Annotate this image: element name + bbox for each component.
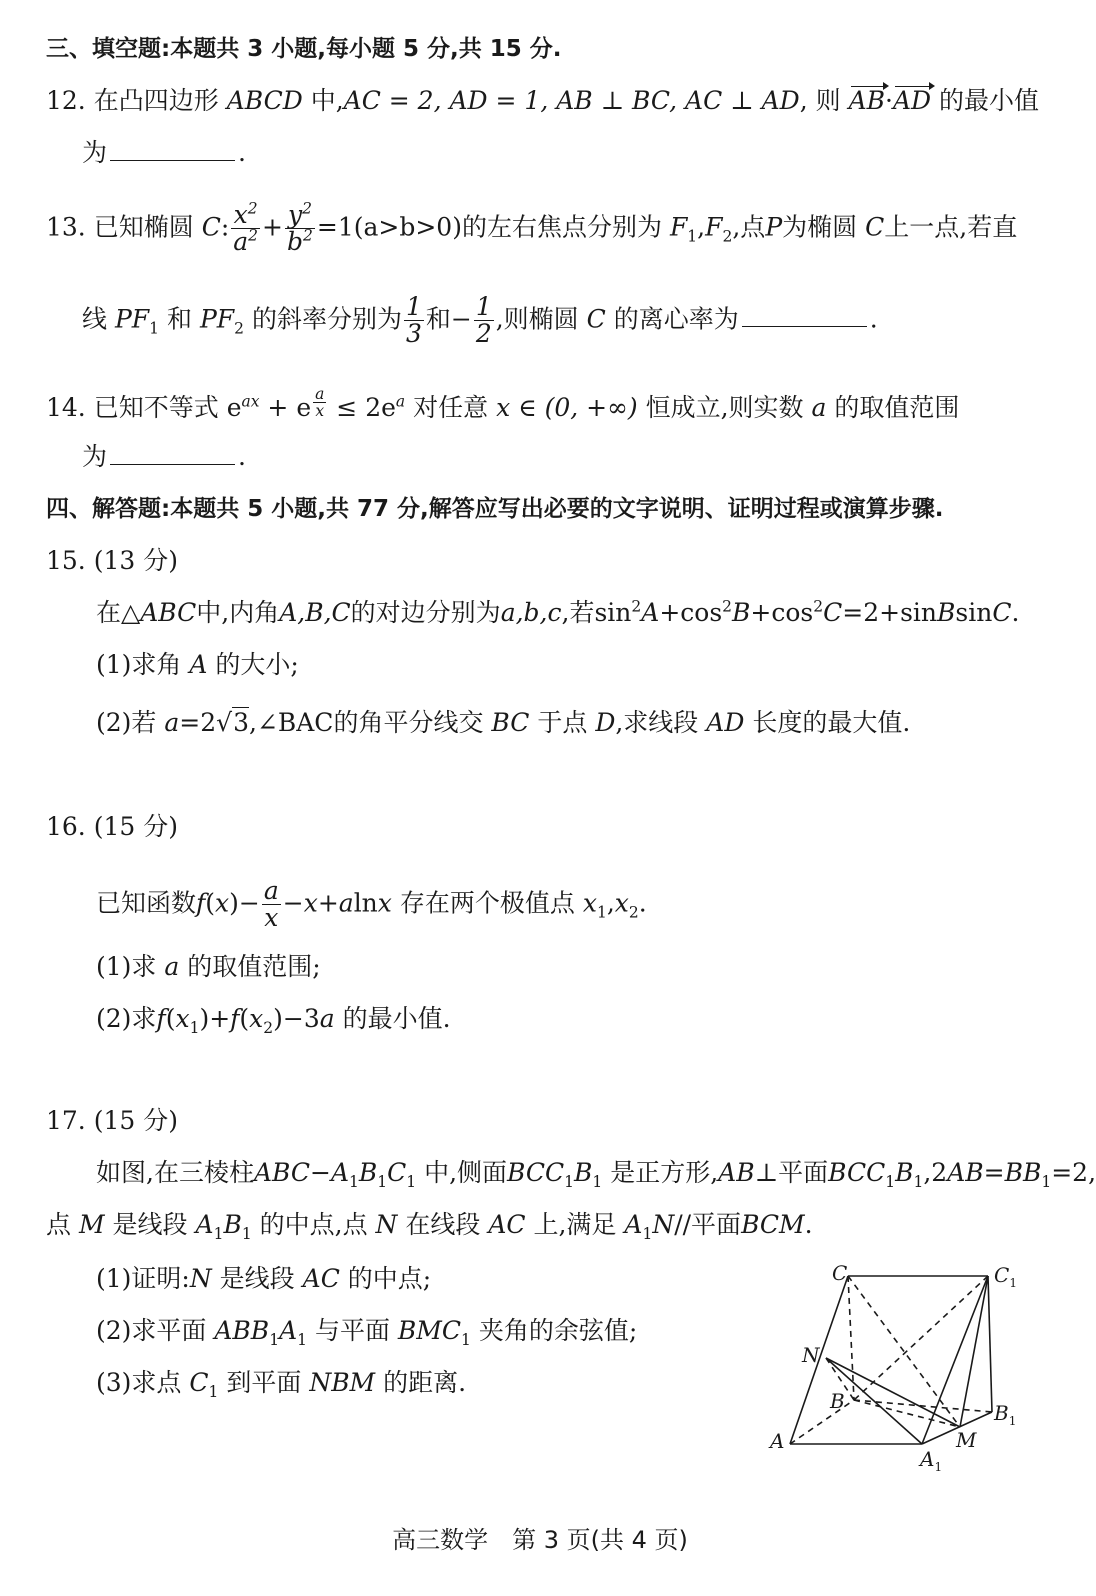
answer-blank[interactable]: [110, 136, 235, 161]
q16-part2: (2)求$f(x_1)+f(x_2)-3a$ 的最小值.: [96, 1004, 451, 1037]
frac-y2-b2: $\frac{y^2}{b^2}$: [287, 199, 313, 257]
vector-ab: AB: [849, 84, 885, 118]
q13-line1: 13. 已知椭圆 C: $\frac{x^2}{a^2}$ + $\frac{y^2}{b^2}$ =1(a>b>0)的左右焦点分别为 $F_1,F_2$,点P为椭圆 C上一点,若直: [46, 199, 1018, 257]
q15-stem: 在△ABC中,内角A,B,C的对边分别为a,b,c,若$\sin^2A+\cos^2B+\cos^2C=2+sinBsinC$.: [96, 597, 1020, 627]
page-footer: 高三数学 第 3 页(共 4 页): [392, 1526, 688, 1554]
q12-line1: 12. 在凸四边形 ABCD 中,AC = 2, AD = 1, AB ⊥ BC, AC ⊥ AD, 则 AB·AD 的最小值: [46, 84, 1039, 118]
answer-blank[interactable]: [742, 302, 867, 327]
q17-part3: (3)求点 $C_1$ 到平面 NBM 的距离.: [96, 1368, 467, 1401]
q15-header: 15. (13 分): [46, 546, 178, 575]
q17-stem2: 点 M 是线段 $A_1B_1$ 的中点,点 N 在线段 AC 上,满足 $A_1N//$平面BCM.: [46, 1210, 813, 1243]
q16-header: 16. (15 分): [46, 812, 178, 841]
section4-title: 四、解答题:本题共 5 小题,共 77 分,解答应写出必要的文字说明、证明过程或演算步骤.: [46, 496, 944, 522]
q14-line1: 14. 已知不等式 $e^{ax} + e$ $^{\frac{a}{x}}$ ≤ $2e^a$ 对任意 x ∈ (0, +∞) 恒成立,则实数 a 的取值范围: [46, 385, 960, 423]
q12-number: 12.: [46, 86, 86, 115]
label-a: A: [770, 1429, 785, 1453]
q17-part1: (1)证明:N 是线段 AC 的中点;: [96, 1264, 432, 1293]
q15-part2: (2)若 a=2√3,∠BAC的角平分线交 BC 于点 D,求线段 AD 长度的最大值.: [96, 708, 911, 737]
vector-ad: AD: [893, 84, 931, 118]
q12-line2: 为 .: [82, 138, 246, 167]
label-n: N: [802, 1343, 820, 1367]
label-m: M: [956, 1428, 977, 1452]
inequality: $e^{ax} + e$ $^{\frac{a}{x}}$ ≤ $2e^a$: [226, 385, 406, 423]
q16-part1: (1)求 a 的取值范围;: [96, 952, 321, 981]
q16-stem: 已知函数f(x)− $\frac{a}{x}$ −x+alnx 存在两个极值点 $x_1,x_2$.: [96, 876, 647, 933]
q17-part2: (2)求平面 $ABB_1A_1$ 与平面 $BMC_1$ 夹角的余弦值;: [96, 1316, 638, 1349]
frac-x2-a2: $\frac{x^2}{a^2}$: [233, 199, 259, 257]
label-b1: $B_1$: [994, 1401, 1017, 1428]
label-c: C: [832, 1261, 848, 1285]
label-a1: $A_1$: [920, 1447, 943, 1474]
q17-header: 17. (15 分): [46, 1106, 178, 1135]
q15-part1: (1)求角 A 的大小;: [96, 650, 299, 679]
label-b: B: [830, 1389, 845, 1413]
section3-title: 三、填空题:本题共 3 小题,每小题 5 分,共 15 分.: [46, 36, 562, 62]
prism-figure: [770, 1262, 1030, 1477]
q13-line2: 线 $PF_1$ 和 $PF_2$ 的斜率分别为 $\frac{1}{3}$ 和− $\frac{1}{2}$ ,则椭圆 C 的离心率为 .: [82, 292, 878, 349]
q17-stem1: 如图,在三棱柱$ABC-A_1B_1C_1$ 中,侧面$BCC_1B_1$ 是正方形,AB⊥平面$BCC_1B_1,2AB=BB_1=2$,: [96, 1158, 1096, 1191]
q14-line2: 为 .: [82, 442, 246, 471]
answer-blank[interactable]: [110, 440, 235, 465]
label-c1: $C_1$: [994, 1263, 1017, 1290]
